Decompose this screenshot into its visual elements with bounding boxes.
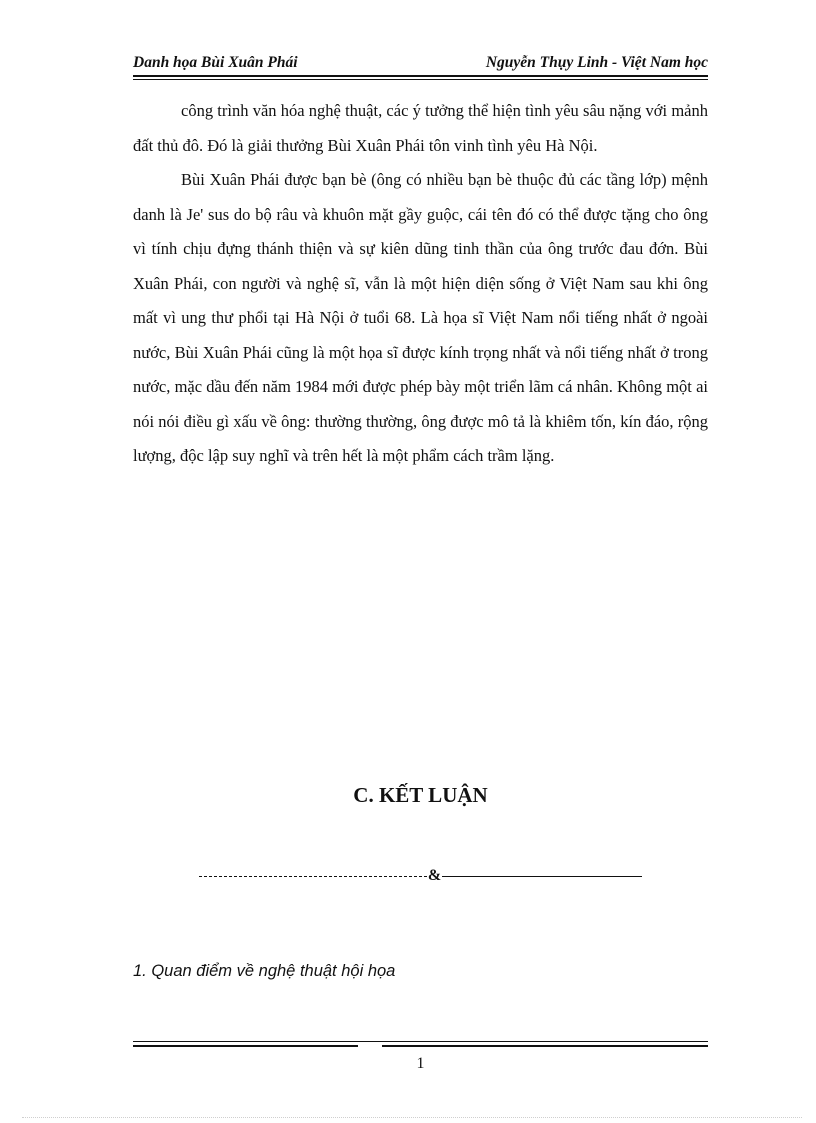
header-title-left: Danh họa Bùi Xuân Phái [133, 54, 298, 71]
section-heading: C. KẾT LUẬN [353, 783, 488, 807]
header-author-right: Nguyễn Thụy Linh - Việt Nam học [485, 54, 708, 71]
footer-rule-thick [133, 1045, 708, 1047]
page-edge-border [22, 1117, 802, 1118]
paragraph-continued: công trình văn hóa nghệ thuật, các ý tưởng thể hiện tình yêu sâu nặng với mảnh đất thủ đô. Đó là giải thưởng Bùi Xuân Phái tôn vinh tình yêu Hà Nội. [133, 101, 708, 155]
paragraph: Bùi Xuân Phái được bạn bè (ông có nhiều bạn bè thuộc đủ các tầng lớp) mệnh danh là Je' sus do bộ râu và khuôn mặt gầy guộc, cái tên đó có thể được tặng cho ông vì tính chịu đựng thánh thiện và sự kiên dũng tinh thần của ông trước đau đớn. Bùi Xuân Phái, con người và nghệ sĩ, vẫn là một hiện diện sống ở Việt Nam sau khi ông mất vì ung thư phổi tại Hà Nội ở tuổi 68. Là họa sĩ Việt Nam nổi tiếng nhất ở ngoài nước, Bùi Xuân Phái cũng là một họa sĩ được kính trọng nhất và nổi tiếng nhất ở trong nước, mặc dầu đến năm 1984 mới được phép bày một triển lãm cá nhân. Không một ai nói nói điều gì xấu về ông: thường thường, ông được mô tả là khiêm tốn, kín đáo, rộng lượng, độc lập suy nghĩ và trên hết là một phẩm cách trầm lặng. [133, 170, 708, 465]
divider-line-right [442, 876, 642, 877]
page-number: 1 [416, 1055, 425, 1072]
header-rule [133, 75, 708, 80]
body-text [133, 94, 708, 474]
running-header [133, 52, 708, 74]
footer-rule-gap [358, 1044, 382, 1048]
section-divider [133, 864, 708, 888]
divider-ampersand: & [427, 867, 442, 884]
subsection-heading: 1. Quan điểm về nghệ thuật hội họa [133, 962, 396, 980]
divider-line-left [199, 876, 427, 877]
footer-rule-thin [133, 1041, 708, 1042]
